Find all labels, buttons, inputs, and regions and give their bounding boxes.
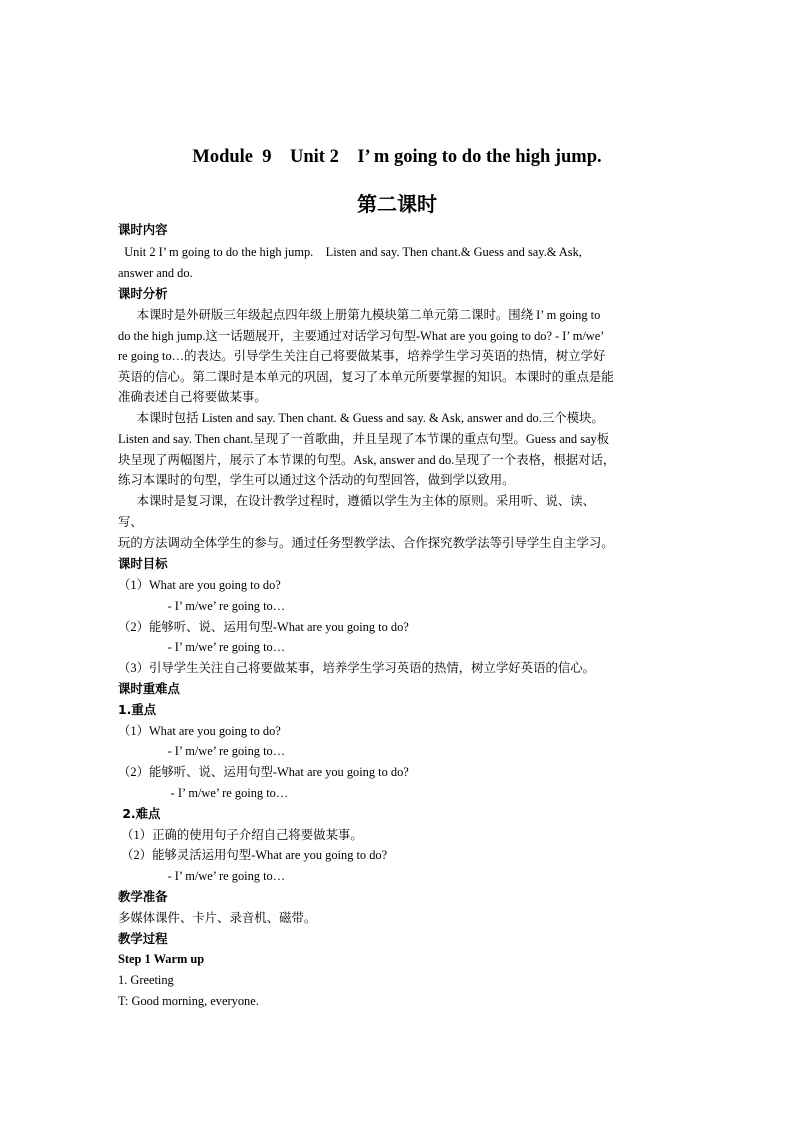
heading-preparation: 教学准备 bbox=[118, 889, 168, 904]
goal-line: （2）能够听、说、运用句型-What are you going to do? bbox=[118, 620, 409, 634]
heading-process: 教学过程 bbox=[118, 931, 168, 946]
key-line: （1）What are you going to do? bbox=[118, 724, 281, 738]
content-line: answer and do. bbox=[118, 266, 193, 280]
step-heading: Step 1 Warm up bbox=[118, 952, 205, 966]
difficulty-line: （1）正确的使用句子介绍自己将要做某事。 bbox=[118, 828, 363, 842]
heading-key-points: 课时重难点 bbox=[118, 681, 180, 696]
key-line: - I’ m/we’ re going to… bbox=[118, 744, 286, 758]
paragraph-line: 块呈现了两幅图片，展示了本节课的句型。Ask, answer and do.呈现了一个表格，根据对话， bbox=[118, 453, 616, 467]
preparation-line: 多媒体课件、卡片、录音机、磁带。 bbox=[118, 911, 317, 925]
page-title: Module 9 Unit 2 I’ m going to do the high jump. bbox=[192, 147, 602, 167]
paragraph-line: re going to…的表达。引导学生关注自己将要做某事，培养学生学习英语的热情，树立学好 bbox=[118, 349, 606, 363]
goal-line: - I’ m/we’ re going to… bbox=[118, 599, 286, 613]
paragraph-line: 写、 bbox=[118, 515, 143, 529]
paragraph-line: 练习本课时的句型，学生可以通过这个活动的句型回答，做到学以致用。 bbox=[118, 473, 515, 487]
heading-lesson-content: 课时内容 bbox=[118, 222, 168, 237]
step-item: 1. Greeting bbox=[118, 973, 174, 987]
content-line: Unit 2 I’ m going to do the high jump. Listen and say. Then chant.& Guess and say.& Ask, bbox=[118, 245, 582, 259]
goal-line: （3）引导学生关注自己将要做某事，培养学生学习英语的热情，树立学好英语的信心。 bbox=[118, 661, 596, 675]
subheading-difficulty: 2.难点 bbox=[118, 806, 161, 821]
key-line: （2）能够听、说、运用句型-What are you going to do? bbox=[118, 765, 409, 779]
paragraph-line: Listen and say. Then chant.呈现了一首歌曲，并且呈现了本节课的重点句型。Guess and say板 bbox=[118, 432, 610, 446]
paragraph-line: do the high jump.这一话题展开，主要通过对话学习句型-What are you going to do? - I’ m/we’ bbox=[118, 329, 605, 343]
paragraph-line: 本课时是复习课，在设计教学过程时，遵循以学生为主体的原则。采用听、说、读、 bbox=[118, 494, 596, 508]
paragraph-line: 玩的方法调动全体学生的参与。通过任务型教学法、合作探究教学法等引导学生自主学习。 bbox=[118, 536, 614, 550]
dialogue-line: T: Good morning, everyone. bbox=[118, 994, 259, 1008]
heading-lesson-goals: 课时目标 bbox=[118, 556, 168, 571]
paragraph-line: 准确表述自己将要做某事。 bbox=[118, 390, 267, 404]
difficulty-line: - I’ m/we’ re going to… bbox=[118, 869, 286, 883]
goal-line: - I’ m/we’ re going to… bbox=[118, 640, 286, 654]
paragraph-line: 本课时是外研版三年级起点四年级上册第九模块第二单元第二课时。围绕 I’ m going to bbox=[118, 308, 601, 322]
heading-lesson-analysis: 课时分析 bbox=[118, 286, 168, 301]
key-line: - I’ m/we’ re going to… bbox=[118, 786, 289, 800]
goal-line: （1）What are you going to do? bbox=[118, 578, 281, 592]
paragraph-line: 本课时包括 Listen and say. Then chant. & Guess and say. & Ask, answer and do.三个模块。 bbox=[118, 411, 604, 425]
paragraph-line: 英语的信心。第二课时是本单元的巩固，复习了本单元所要掌握的知识。本课时的重点是能 bbox=[118, 370, 614, 384]
lesson-subtitle: 第二课时 bbox=[357, 192, 437, 216]
difficulty-line: （2）能够灵活运用句型-What are you going to do? bbox=[118, 848, 388, 862]
subheading-focus: 1.重点 bbox=[118, 702, 157, 717]
